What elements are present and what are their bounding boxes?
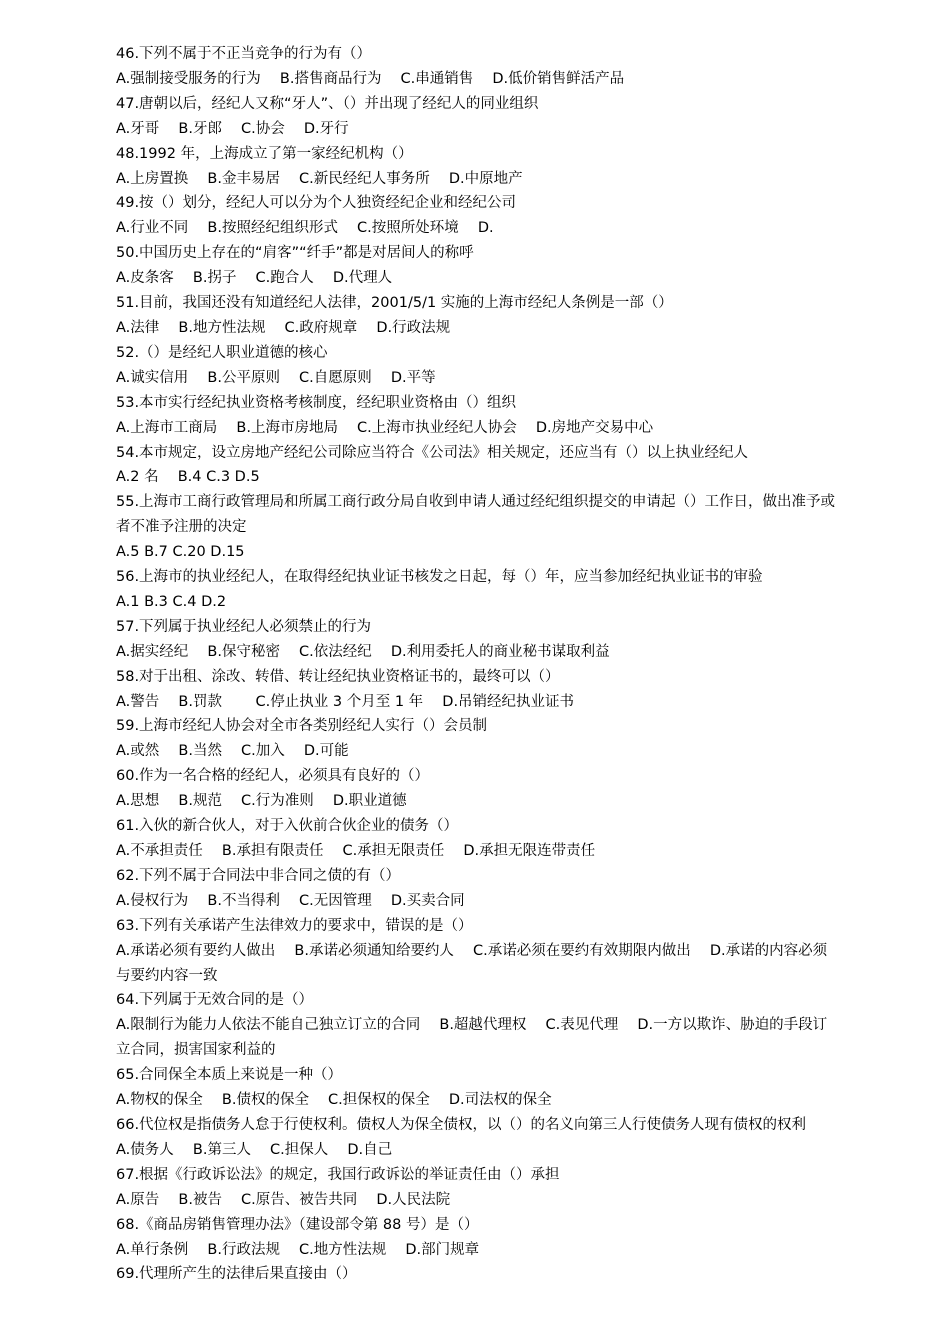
question-69: 69.代理所产生的法律后果直接由（） — [116, 1266, 357, 1283]
question-60: 60.作为一名合格的经纪人，必须具有良好的（） — [116, 768, 430, 785]
question-55: 55.上海市工商行政管理局和所属工商行政分局自收到申请人通过经纪组织提交的申请起（）工作日，做出准予或者不准予注册的决定 — [116, 494, 836, 536]
question-68: 68.《商品房销售管理办法》（建设部令第 88 号）是（） — [116, 1216, 479, 1233]
question-52: 52.（）是经纪人职业道德的核心 — [116, 344, 328, 361]
options-48: A.上房置换 B.金丰易居 C.新民经纪人事务所 D.中原地产 — [116, 170, 523, 187]
question-49: 49.按（）划分，经纪人可以分为个人独资经纪企业和经纪公司 — [116, 195, 517, 212]
question-67: 67.根据《行政诉讼法》的规定，我国行政诉讼的举证责任由（）承担 — [116, 1166, 560, 1183]
question-66: 66.代位权是指债务人怠于行使权利。债权人为保全债权，以（）的名义向第三人行使债务人现有债权的权利 — [116, 1116, 807, 1133]
options-47: A.牙哥 B.牙郎 C.协会 D.牙行 — [116, 120, 349, 137]
question-46: 46.下列不属于不正当竞争的行为有（） — [116, 46, 372, 62]
question-51: 51.目前，我国还没有知道经纪人法律，2001/5/1 实施的上海市经纪人条例是一部（） — [116, 295, 673, 312]
question-64: 64.下列属于无效合同的是（） — [116, 992, 314, 1009]
options-67: A.原告 B.被告 C.原告、被告共同 D.人民法院 — [116, 1191, 451, 1208]
options-53: A.上海市工商局 B.上海市房地局 C.上海市执业经纪人协会 D.房地产交易中心 — [116, 419, 654, 436]
options-61: A.不承担责任 B.承担有限责任 C.承担无限责任 D.承担无限连带责任 — [116, 843, 596, 859]
question-61: 61.入伙的新合伙人，对于入伙前合伙企业的债务（） — [116, 818, 459, 835]
options-62: A.侵权行为 B.不当得利 C.无因管理 D.买卖合同 — [116, 892, 465, 909]
options-66: A.债务人 B.第三人 C.担保人 D.自己 — [116, 1141, 393, 1158]
options-49: A.行业不同 B.按照经纪组织形式 C.按照所处环境 D. — [116, 220, 494, 237]
options-50: A.皮条客 B.拐子 C.跑合人 D.代理人 — [116, 270, 393, 287]
question-58: 58.对于出租、涂改、转借、转让经纪执业资格证书的，最终可以（） — [116, 668, 560, 685]
question-56: 56.上海市的执业经纪人，在取得经纪执业证书核发之日起，每（）年，应当参加经纪执业证书的审验 — [116, 569, 763, 586]
options-54: A.2 名 B.4 C.3 D.5 — [116, 469, 260, 486]
question-57: 57.下列属于执业经纪人必须禁止的行为 — [116, 618, 372, 635]
options-65: A.物权的保全 B.债权的保全 C.担保权的保全 D.司法权的保全 — [116, 1092, 552, 1109]
question-47: 47.唐朝以后，经纪人又称“牙人”、（）并出现了经纪人的同业组织 — [116, 95, 539, 112]
question-54: 54.本市规定，设立房地产经纪公司除应当符合《公司法》相关规定，还应当有（）以上执业经纪人 — [116, 444, 749, 461]
question-62: 62.下列不属于合同法中非合同之债的有（） — [116, 867, 401, 884]
options-52: A.诚实信用 B.公平原则 C.自愿原则 D.平等 — [116, 369, 436, 386]
options-59: A.或然 B.当然 C.加入 D.可能 — [116, 743, 349, 760]
options-64: A.限制行为能力人依法不能自己独立订立的合同 B.超越代理权 C.表见代理 D.一方以欺诈、胁迫的手段订立合同，损害国家利益的 — [116, 1017, 828, 1059]
question-48: 48.1992 年，上海成立了第一家经纪机构（） — [116, 145, 413, 162]
options-56: A.1 B.3 C.4 D.2 — [116, 593, 227, 610]
question-53: 53.本市实行经纪执业资格考核制度，经纪职业资格由（）组织 — [116, 394, 517, 411]
question-65: 65.合同保全本质上来说是一种（） — [116, 1067, 343, 1084]
options-46: A.强制接受服务的行为 B.搭售商品行为 C.串通销售 D.低价销售鲜活产品 — [116, 70, 625, 87]
options-68: A.单行条例 B.行政法规 C.地方性法规 D.部门规章 — [116, 1241, 480, 1258]
options-57: A.据实经纪 B.保守秘密 C.依法经纪 D.利用委托人的商业秘书谋取利益 — [116, 643, 610, 660]
options-60: A.思想 B.规范 C.行为准则 D.职业道德 — [116, 793, 407, 810]
question-59: 59.上海市经纪人协会对全市各类别经纪人实行（）会员制 — [116, 718, 488, 735]
options-63: A.承诺必须有要约人做出 B.承诺必须通知给要约人 C.承诺必须在要约有效期限内做出 D.承诺的内容必须与要约内容一致 — [116, 942, 828, 984]
options-58: A.警告 B.罚款 C.停止执业 3 个月至 1 年 D.吊销经纪执业证书 — [116, 693, 575, 710]
options-51: A.法律 B.地方性法规 C.政府规章 D.行政法规 — [116, 319, 451, 336]
question-50: 50.中国历史上存在的“肩客”“纤手”都是对居间人的称呼 — [116, 245, 474, 262]
options-55: A.5 B.7 C.20 D.15 — [116, 544, 245, 561]
question-63: 63.下列有关承诺产生法律效力的要求中，错误的是（） — [116, 917, 473, 934]
